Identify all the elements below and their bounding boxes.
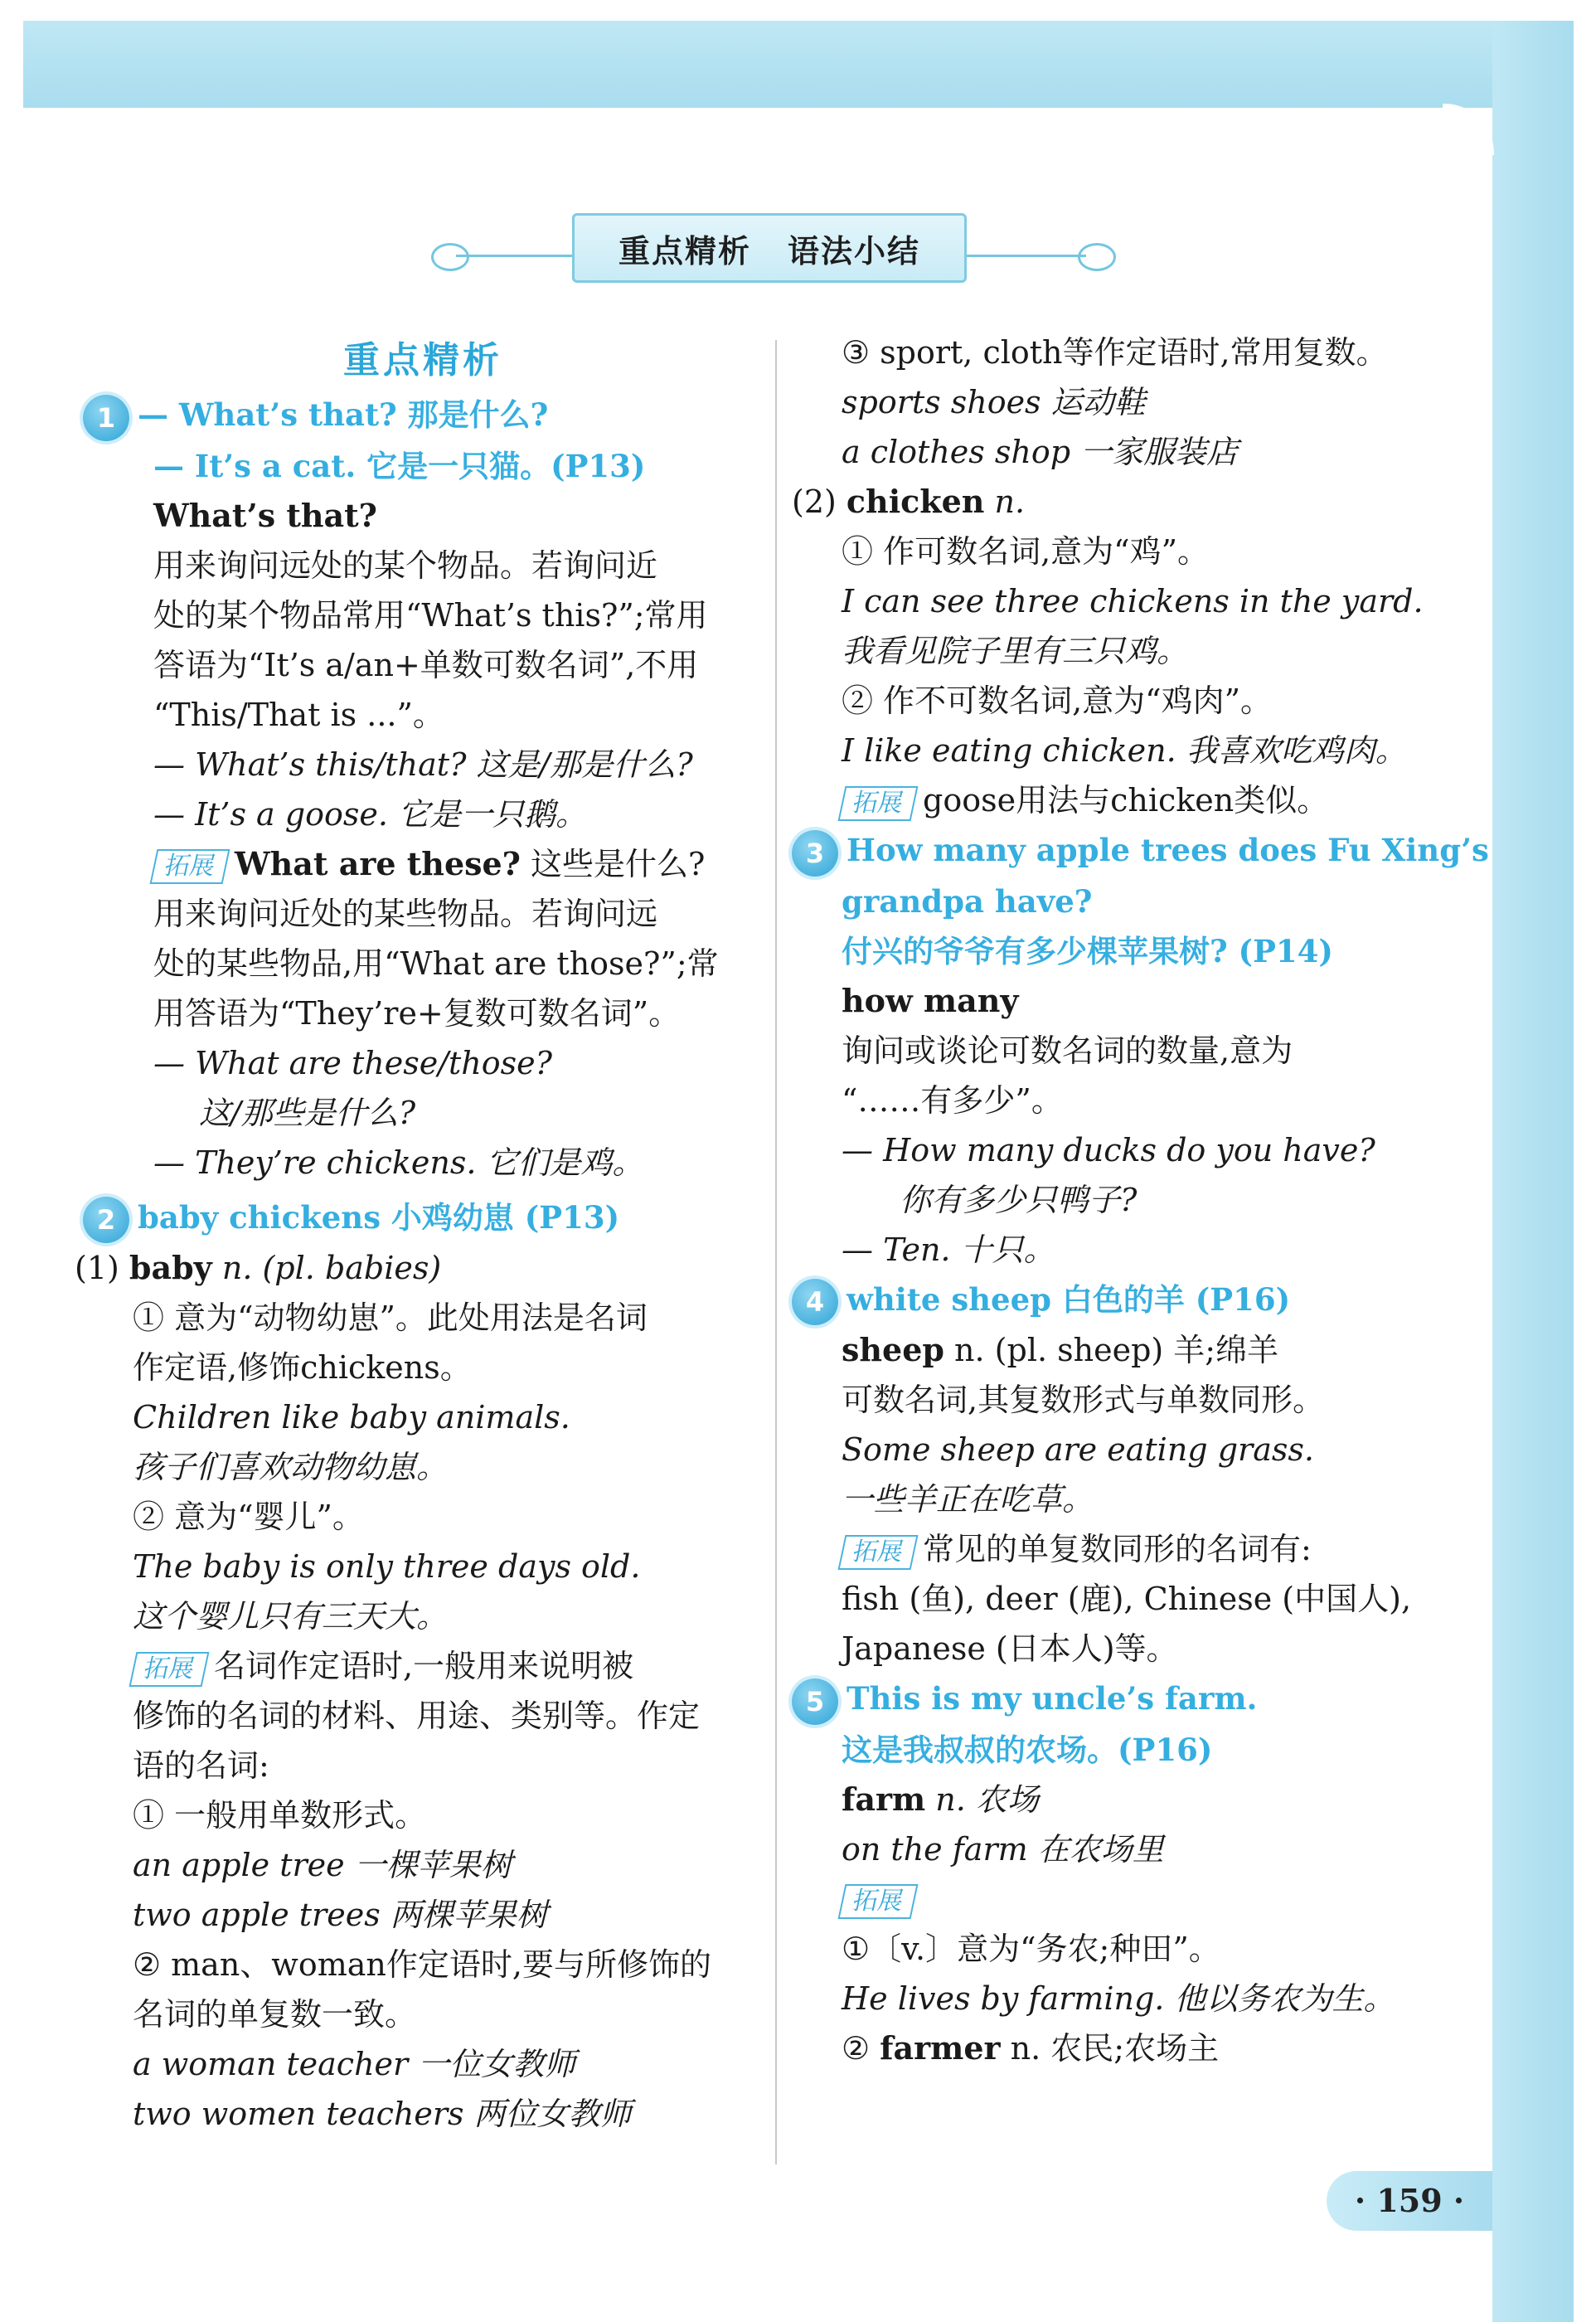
- item5-line: [792, 2023, 1480, 2073]
- right-example: a clothes shop 一家服装店: [842, 434, 1239, 470]
- item1-example: — It’s a goose. 它是一只鹅。: [153, 795, 587, 833]
- item1-para2-line: 用答语为“They’re+复数可数名词”。: [153, 994, 681, 1032]
- right-example: I like eating chicken. 我喜欢吃鸡肉。: [842, 732, 1407, 769]
- item2-example: Children like baby animals.: [133, 1399, 570, 1435]
- right-example: sports shoes 运动鞋: [842, 384, 1146, 420]
- right-extension: [792, 775, 1480, 825]
- item4-line: Japanese (日本人)等。: [842, 1630, 1178, 1667]
- item1-para2-line: 用来询问近处的某些物品。若询问远: [153, 895, 658, 932]
- item1-para-line: 处的某个物品常用“What’s this?”;常用: [153, 596, 708, 634]
- right-column: [792, 328, 1489, 2073]
- item3-para: “……有多少”。: [842, 1081, 1063, 1119]
- item3-example-cn: 你有多少只鸭子?: [900, 1181, 1138, 1218]
- item4-keyword-line: [792, 1325, 1480, 1375]
- item2-line: ② man、woman作定语时,要与所修饰的: [133, 1946, 711, 1983]
- sub-pos: n.: [984, 483, 1026, 520]
- item4-para: 可数名词,其复数形式与单数同形。: [842, 1382, 1325, 1418]
- right-sub2: [792, 477, 1480, 527]
- sub-label: (2): [792, 483, 837, 520]
- item-number-badge: 2: [83, 1197, 129, 1243]
- extension-cn: 这些是什么?: [520, 845, 706, 882]
- right-line: ③ sport, cloth等作定语时,常用复数。: [842, 334, 1388, 371]
- right-example-cn: 我看见院子里有三只鸡。: [842, 633, 1189, 669]
- extension-text: 名词作定语时,一般用来说明被: [214, 1648, 634, 1684]
- item2-line: ② 意为“婴儿”。: [133, 1499, 364, 1535]
- header-rule-right: [962, 255, 1086, 257]
- item2-example: a woman teacher 一位女教师: [133, 2046, 576, 2082]
- item1-example: — They’re chickens. 它们是鸡。: [153, 1144, 644, 1181]
- item-number-badge: 1: [83, 395, 129, 441]
- right-line: ① 作可数名词,意为“鸡”。: [842, 533, 1210, 570]
- right-line: ② 作不可数名词,意为“鸡肉”。: [842, 683, 1273, 719]
- item1-extension: [83, 839, 763, 889]
- item2-line: 名词的单复数一致。: [133, 1996, 417, 2033]
- item5-title: [792, 1673, 1480, 1725]
- swirl-ornament-icon: [1078, 243, 1116, 271]
- item2-example-cn: 这个婴儿只有三天大。: [133, 1598, 449, 1635]
- sub-keyword: chicken: [846, 483, 985, 520]
- item1-para-line: 用来询问远处的某个物品。若询问近: [153, 546, 658, 584]
- item2-line: 语的名词:: [133, 1747, 269, 1784]
- extension-tag: 拓展: [150, 849, 230, 884]
- item1-para-line: 答语为“It’s a/an+单数可数名词”,不用: [153, 646, 699, 683]
- item3-example: — Ten. 十只。: [842, 1231, 1055, 1268]
- page-header: [423, 203, 1128, 294]
- extension-tag: 拓展: [838, 1884, 919, 1919]
- column-divider: [775, 340, 777, 2164]
- header-title: [572, 213, 967, 283]
- item2-line: ① 意为“动物幼崽”。此处用法是名词: [133, 1299, 648, 1336]
- item4-example: Some sheep are eating grass.: [842, 1431, 1314, 1468]
- item2-example-cn: 孩子们喜欢动物幼崽。: [133, 1449, 449, 1485]
- item2-line: 作定语,修饰chickens。: [133, 1349, 472, 1386]
- extension-tag: 拓展: [838, 786, 919, 821]
- item2-example: two apple trees 两棵苹果树: [133, 1897, 548, 1933]
- item5-keyword-rest: n. 农场: [925, 1780, 1039, 1818]
- item1-example: 这/那些是什么?: [199, 1094, 416, 1131]
- item-number-badge: 4: [792, 1279, 838, 1325]
- item1-example: — What are these/those?: [153, 1044, 553, 1081]
- item-number-badge: 5: [792, 1678, 838, 1725]
- item5-f2-keyword: farmer: [880, 2028, 1001, 2067]
- item2-sub1: [75, 1243, 763, 1293]
- item2-example: an apple tree 一棵苹果树: [133, 1847, 512, 1883]
- item4-extension: [792, 1524, 1480, 1574]
- item5-title-cn: 这是我叔叔的农场。(P16): [842, 1731, 1213, 1768]
- item2-title-text: baby chickens 小鸡幼崽 (P13): [138, 1198, 620, 1236]
- page-number: · 159 ·: [1327, 2171, 1492, 2231]
- right-band: [1492, 21, 1574, 2322]
- item4-line: fish (鱼), deer (鹿), Chinese (中国人),: [842, 1581, 1412, 1617]
- item4-title: [792, 1275, 1480, 1326]
- item5-extension: [792, 1874, 1480, 1924]
- item1-para-line: “This/That is ...”。: [153, 696, 444, 733]
- header-part1: 重点精析: [618, 232, 751, 270]
- header-part2: 语法小结: [788, 232, 921, 270]
- item2-example: The baby is only three days old.: [133, 1548, 641, 1585]
- item1-example: — What’s this/that? 这是/那是什么?: [153, 746, 693, 783]
- extension-text: goose用法与chicken类似。: [923, 782, 1329, 819]
- item2-extension: [83, 1641, 763, 1691]
- item5-f2-pre: ②: [842, 2029, 880, 2067]
- item3-example: — How many ducks do you have?: [842, 1131, 1375, 1168]
- item1-keyword: What’s that?: [153, 496, 377, 534]
- item3-keyword: how many: [842, 981, 1019, 1019]
- item5-example: on the farm 在农场里: [842, 1830, 1164, 1868]
- swirl-ornament-icon: [431, 243, 469, 271]
- header-rule-left: [456, 255, 572, 257]
- item4-example-cn: 一些羊正在吃草。: [842, 1481, 1094, 1518]
- item5-keyword: farm: [842, 1780, 926, 1818]
- item3-para: 询问或谈论可数名词的数量,意为: [842, 1032, 1293, 1069]
- item2-line: 修饰的名词的材料、用途、类别等。作定: [133, 1698, 701, 1734]
- item3-title-cn: 付兴的爷爷有多少棵苹果树? (P14): [842, 932, 1333, 969]
- item4-keyword-rest: n. (pl. sheep) 羊;绵羊: [944, 1332, 1279, 1368]
- top-band: [23, 21, 1574, 108]
- left-column: [75, 328, 763, 2139]
- item3-title-text: How many apple trees does Fu Xing’s: [847, 832, 1489, 868]
- item1-q: — What’s that? 那是什么?: [138, 396, 549, 433]
- item5-f2-rest: n. 农民;农场主: [1000, 2029, 1220, 2067]
- sub-pos: n. (pl. babies): [211, 1250, 442, 1286]
- item1-para2-line: 处的某些物品,用“What are those?”;常: [153, 945, 719, 982]
- item2-line: ① 一般用单数形式。: [133, 1797, 427, 1834]
- item5-keyword-line: [792, 1775, 1480, 1824]
- sub-keyword: baby: [129, 1249, 212, 1286]
- item5-line: ①〔v.〕意为“务农;种田”。: [842, 1930, 1220, 1967]
- extension-tag: 拓展: [838, 1535, 919, 1570]
- item2-example: two women teachers 两位女教师: [133, 2096, 632, 2132]
- item4-keyword: sheep: [842, 1331, 944, 1368]
- item5-example: He lives by farming. 他以务农为生。: [842, 1980, 1395, 2017]
- item3-title-cont: grandpa have?: [842, 882, 1093, 920]
- extension-tag: 拓展: [129, 1652, 210, 1687]
- item1-answer: — It’s a cat. 它是一只猫。(P13): [153, 447, 646, 484]
- item4-title-text: white sheep 白色的羊 (P16): [847, 1280, 1291, 1318]
- sub-label: (1): [75, 1250, 119, 1286]
- item1-question: [83, 390, 763, 441]
- extension-text: 常见的单复数同形的名词有:: [923, 1531, 1312, 1567]
- item2-title: [83, 1193, 763, 1244]
- item-number-badge: 3: [792, 830, 838, 877]
- item5-title-text: This is my uncle’s farm.: [847, 1680, 1258, 1717]
- item3-title: [792, 825, 1489, 877]
- extension-title: What are these?: [235, 844, 521, 882]
- right-example: I can see three chickens in the yard.: [842, 583, 1424, 619]
- section-title: 重点精析: [343, 339, 502, 381]
